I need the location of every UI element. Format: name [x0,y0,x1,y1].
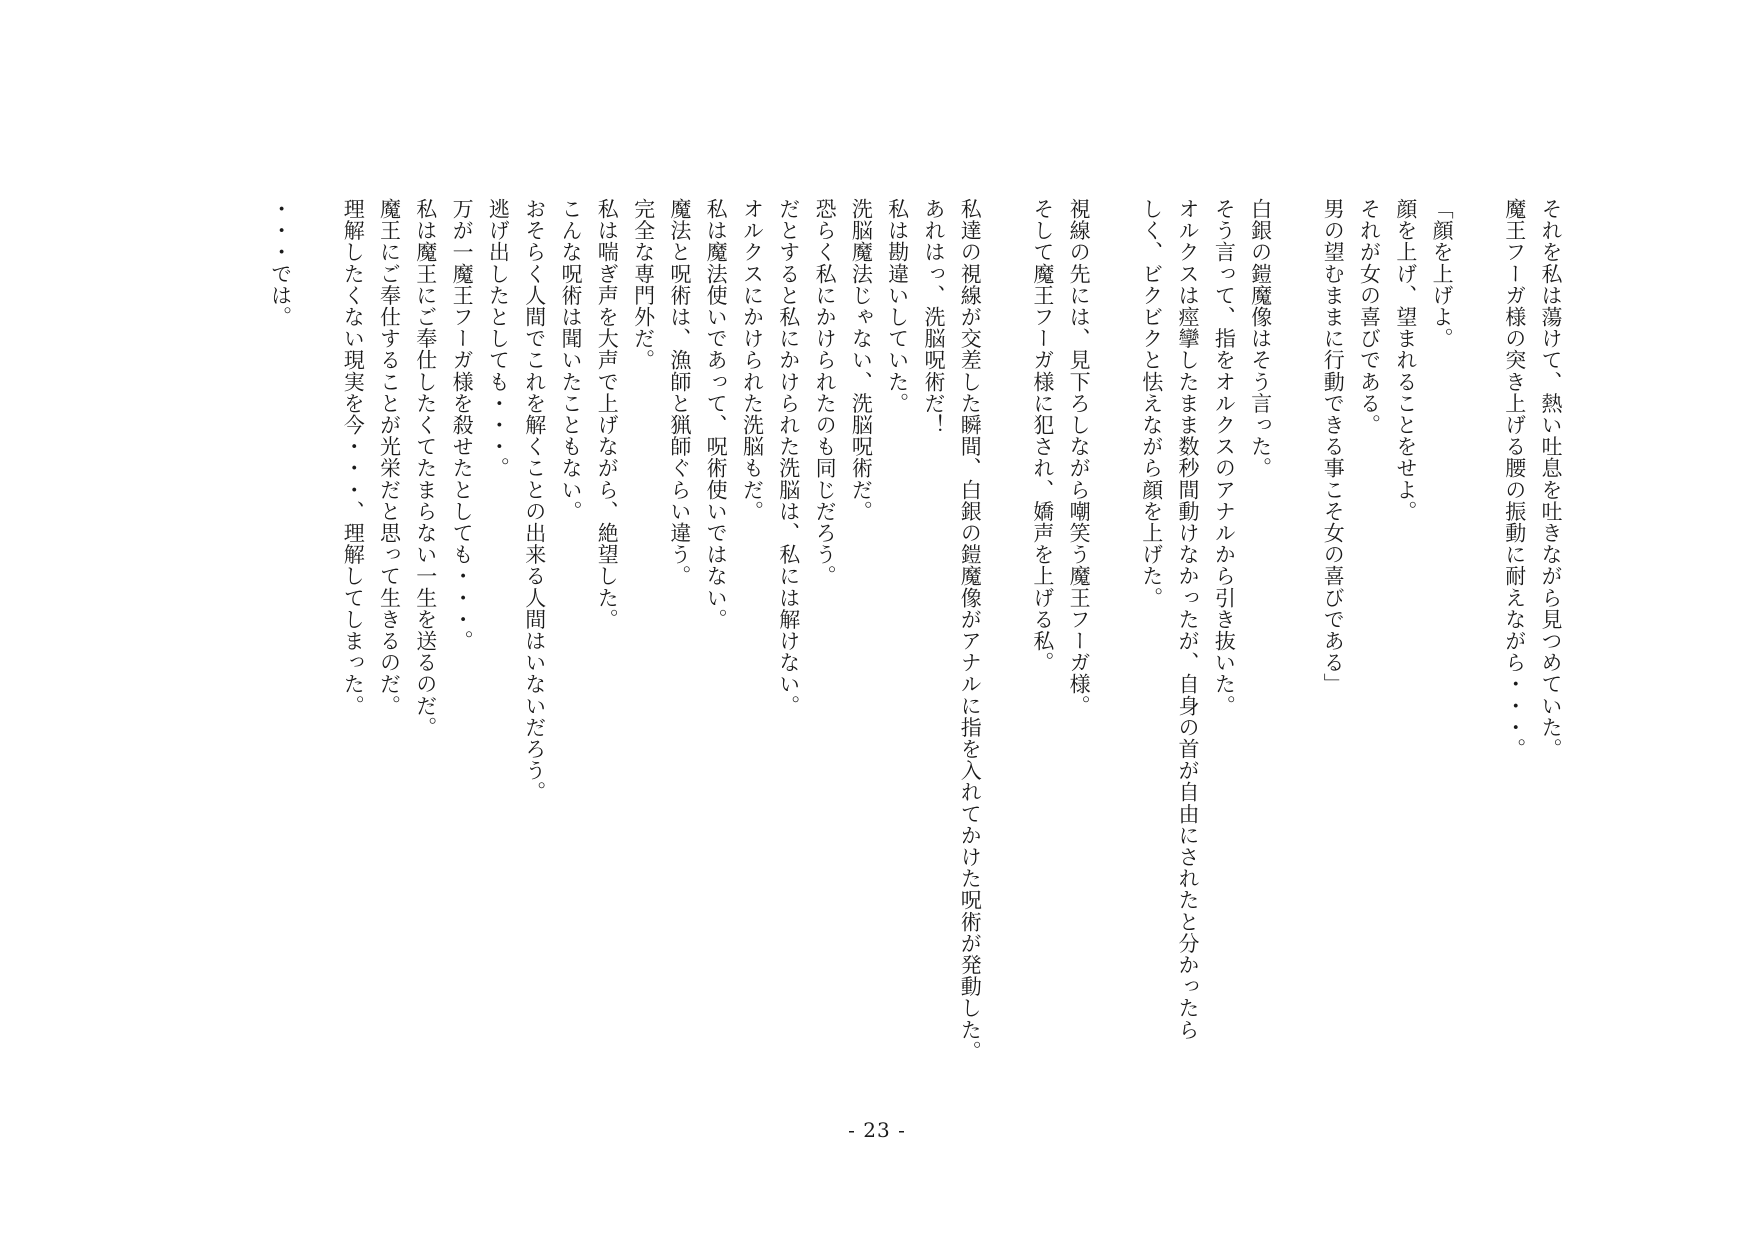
blank-line [299,198,335,1078]
text-line: そう言って、指をオルクスのアナルから引き抜いた。 [1212,198,1237,717]
text-line: あれはっ、洗脳呪術だ！ [921,198,946,436]
text-line: 白銀の鎧魔像はそう言った。 [1248,198,1273,479]
text-line: それが女の喜びである。 [1357,198,1382,436]
text-line: 視線の先には、見下ろしながら嘲笑う魔王フーガ様。 [1067,198,1092,717]
text-line: オルクスは痙攣したまま数秒間動けなかったが、自身の首が自由にされたと分かったら [1176,198,1201,1041]
vertical-text-body [262,198,1569,1078]
blank-line [1279,198,1315,1078]
text-line: 恐らく私にかけられたのも同じだろう。 [813,198,838,587]
text-line: 「顔を上げよ。 [1430,198,1455,350]
text-line: 私は魔王にご奉仕したくてたまらない一生を送るのだ。 [413,198,438,738]
text-line: 理解したくない現実を今・・・、理解してしまった。 [341,198,366,717]
text-line: おそらく人間でこれを解くことの出来る人間はいないだろう。 [522,198,547,803]
blank-line [1097,198,1133,1078]
blank-line [988,198,1024,1078]
text-line: それを私は蕩けて、熱い吐息を吐きながら見つめていた。 [1539,198,1563,760]
text-line: 私達の視線が交差した瞬間、白銀の鎧魔像がアナルに指を入れてかけた呪術が発動した。 [958,198,983,1062]
text-line: 顔を上げ、望まれることをせよ。 [1393,198,1418,522]
text-line: 万が一魔王フーガ様を殺せたとしても・・・。 [450,198,475,652]
text-line: 私は勘違いしていた。 [885,198,910,414]
text-line: こんな呪術は聞いたこともない。 [558,198,583,522]
text-line: 男の望むままに行動できる事こそ女の喜びである」 [1321,198,1346,695]
text-line: オルクスにかけられた洗脳もだ。 [740,198,765,522]
text-line: 洗脳魔法じゃない、洗脳呪術だ。 [849,198,874,522]
text-line: ・・・では。 [268,198,293,328]
text-line: 魔法と呪術は、漁師と猟師ぐらい違う。 [667,198,692,587]
text-line: しく、ビクビクと怯えながら顔を上げた。 [1139,198,1164,609]
text-line: 私は魔法使いであって、呪術使いではない。 [704,198,729,630]
text-line: 私は喘ぎ声を大声で上げながら、絶望した。 [595,198,620,630]
text-line: だとすると私にかけられた洗脳は、私には解けない。 [776,198,801,717]
text-line: 魔王フーガ様の突き上げる腰の振動に耐えながら・・・。 [1502,198,1527,760]
page-number: - 23 - [848,1118,906,1142]
blank-line [1460,198,1496,1078]
text-line: 魔王にご奉仕することが光栄だと思って生きるのだ。 [377,198,402,717]
text-line: 逃げ出したとしても・・・。 [486,198,511,479]
text-line: 完全な専門外だ。 [631,198,656,371]
text-line: そして魔王フーガ様に犯され、嬌声を上げる私。 [1030,198,1055,674]
